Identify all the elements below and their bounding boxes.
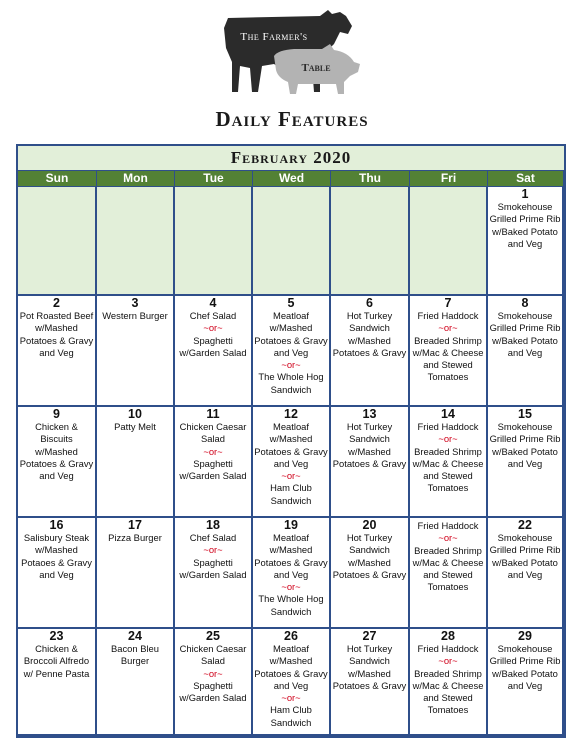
day-of-week-wed: Wed <box>253 171 330 186</box>
calendar-day-cell <box>331 518 408 627</box>
day-of-week-thu: Thu <box>331 171 409 186</box>
calendar-day-cell <box>97 296 173 405</box>
menu-item: Meatloaf w/Mashed Potatoes & Gravy and Veg <box>254 643 328 691</box>
day-of-week-mon: Mon <box>97 171 174 186</box>
or-separator: ~or~ <box>203 544 223 556</box>
or-separator: ~or~ <box>438 433 458 445</box>
day-number: 4 <box>209 296 217 310</box>
or-separator: ~or~ <box>281 692 301 704</box>
day-number: 20 <box>362 518 377 532</box>
day-number: 18 <box>206 518 220 532</box>
empty-day-cell <box>97 187 173 294</box>
menu-item: Chicken Caesar Salad <box>179 421 247 445</box>
day-number: 13 <box>362 407 377 421</box>
calendar-day-cell <box>175 407 251 516</box>
calendar-day-cell <box>331 296 408 405</box>
menu-item: Fried Haddock <box>417 310 479 321</box>
calendar-day-cell <box>18 407 95 516</box>
calendar-day-cell <box>97 407 173 516</box>
day-number: 19 <box>284 518 298 532</box>
calendar-day-cell <box>488 629 562 734</box>
calendar-day-cell <box>410 518 486 627</box>
menu-item: Chicken & Biscuits w/Mashed Potatoes & Gravy and Veg <box>19 421 94 482</box>
calendar-day-cell <box>18 296 95 405</box>
menu-item: Breaded Shrimp w/Mac & Cheese and Stewed Tomatoes <box>412 544 484 593</box>
calendar-day-cell <box>253 407 329 516</box>
menu-item: The Whole Hog Sandwich <box>258 371 324 395</box>
day-number: 15 <box>518 407 532 421</box>
day-number: 9 <box>53 407 60 421</box>
menu-item: Meatloaf w/Mashed Potatoes & Gravy and Veg <box>254 421 328 469</box>
day-number: 23 <box>49 629 64 643</box>
menu-item: Smokehouse Grilled Prime Rib w/Baked Potato and Veg <box>489 643 561 691</box>
day-number: 12 <box>284 407 298 421</box>
calendar-day-cell <box>331 407 408 516</box>
calendar-day-cell <box>253 296 329 405</box>
menu-item: Meatloaf w/Mashed Potatoes & Gravy and Veg <box>254 310 328 358</box>
menu-item: Chicken Caesar Salad <box>179 643 247 667</box>
day-number: 6 <box>366 296 373 310</box>
day-number: 17 <box>128 518 142 532</box>
calendar-day-cell <box>18 518 95 627</box>
empty-day-cell <box>331 187 408 294</box>
menu-item: Western Burger <box>102 310 168 321</box>
day-number: 2 <box>53 296 60 310</box>
menu-item: Ham Club Sandwich <box>270 704 312 728</box>
calendar-day-cell <box>488 407 562 516</box>
logo-line1: The Farmer's <box>240 31 308 43</box>
menu-item: Smokehouse Grilled Prime Rib w/Baked Potato and Veg <box>489 421 561 469</box>
day-number: 29 <box>518 629 532 643</box>
calendar-day-cell <box>410 296 486 405</box>
menu-item: Pizza Burger <box>108 532 162 543</box>
calendar-day-cell <box>253 629 329 734</box>
or-separator: ~or~ <box>438 532 458 544</box>
calendar-day-cell <box>488 187 562 294</box>
menu-item: Meatloaf w/Mashed Potatoes & Gravy and Veg <box>254 532 328 580</box>
day-of-week-fri: Fri <box>410 171 487 186</box>
menu-item: Fried Haddock <box>417 421 479 432</box>
day-number: 5 <box>287 296 295 310</box>
day-number: 28 <box>441 629 455 643</box>
menu-item: Chicken & Broccoli Alfredo w/ Penne Pasta <box>23 643 90 679</box>
menu-item: Bacon Bleu Burger <box>111 643 159 667</box>
menu-item: Spaghetti w/Garden Salad <box>179 457 247 482</box>
menu-item: The Whole Hog Sandwich <box>258 593 324 617</box>
menu-item: Spaghetti w/Garden Salad <box>179 679 247 704</box>
calendar-day-cell <box>97 629 173 734</box>
or-separator: ~or~ <box>281 581 301 593</box>
or-separator: ~or~ <box>438 322 458 334</box>
calendar-day-cell <box>253 518 329 627</box>
calendar-day-cell <box>410 407 486 516</box>
day-number: 3 <box>131 296 139 310</box>
day-number: 26 <box>284 629 298 643</box>
menu-item: Fried Haddock <box>417 643 479 654</box>
empty-day-cell <box>175 187 251 294</box>
day-number: 10 <box>128 407 142 421</box>
menu-item: Breaded Shrimp w/Mac & Cheese and Stewed Tomatoes <box>412 445 484 494</box>
menu-item: Smokehouse Grilled Prime Rib w/Baked Potato and Veg <box>489 201 561 249</box>
day-of-week-tue: Tue <box>175 171 252 186</box>
day-number: 1 <box>521 187 529 201</box>
farmers-table-logo <box>222 4 362 100</box>
menu-item: Hot Turkey Sandwich w/Mashed Potatoes & Gravy <box>332 643 407 691</box>
or-separator: ~or~ <box>203 445 223 457</box>
menu-item: Patty Melt <box>114 421 156 432</box>
day-number: 16 <box>49 518 64 532</box>
menu-item: Ham Club Sandwich <box>270 482 312 506</box>
day-of-week-sat: Sat <box>488 171 563 186</box>
menu-item: Breaded Shrimp w/Mac & Cheese and Stewed Tomatoes <box>412 667 484 716</box>
menu-item: Chef Salad <box>189 310 237 321</box>
menu-item: Hot Turkey Sandwich w/Mashed Potatoes & Gravy <box>332 310 407 358</box>
page-title: Daily Features <box>215 107 369 131</box>
calendar-day-cell <box>175 518 251 627</box>
calendar-day-cell <box>175 296 251 405</box>
menu-item: Salisbury Steak w/Mashed Potaoes & Gravy and Veg <box>21 532 92 580</box>
month-header: February 2020 <box>18 146 564 170</box>
or-separator: ~or~ <box>281 470 301 482</box>
or-separator: ~or~ <box>438 655 458 667</box>
day-number: 22 <box>518 518 532 532</box>
calendar-day-cell <box>488 518 562 627</box>
day-number: 11 <box>206 407 220 421</box>
menu-item: Hot Turkey Sandwich w/Mashed Potatoes & Gravy <box>332 532 407 580</box>
day-number: 8 <box>521 296 529 310</box>
calendar-day-cell <box>488 296 562 405</box>
menu-item: Spaghetti w/Garden Salad <box>179 556 247 580</box>
empty-day-cell <box>18 187 95 294</box>
menu-item: Chef Salad <box>189 532 237 543</box>
menu-item: Smokehouse Grilled Prime Rib w/Baked Potato and Veg <box>489 532 561 580</box>
calendar <box>16 144 566 738</box>
day-number: 27 <box>362 629 377 643</box>
day-number: 14 <box>441 407 455 421</box>
empty-day-cell <box>253 187 329 294</box>
day-number: 24 <box>128 629 142 643</box>
calendar-day-cell <box>175 629 251 734</box>
menu-item: Fried Haddock <box>417 520 479 531</box>
calendar-day-cell <box>410 629 486 734</box>
or-separator: ~or~ <box>203 667 223 679</box>
logo-line2: Table <box>301 62 331 74</box>
menu-item: Spaghetti w/Garden Salad <box>179 334 247 358</box>
or-separator: ~or~ <box>281 359 301 371</box>
menu-item: Hot Turkey Sandwich w/Mashed Potatoes & Gravy <box>332 421 407 469</box>
menu-item: Smokehouse Grilled Prime Rib w/Baked Potato and Veg <box>489 310 561 358</box>
day-of-week-sun: Sun <box>18 171 96 186</box>
or-separator: ~or~ <box>203 322 223 334</box>
calendar-day-cell <box>97 518 173 627</box>
empty-day-cell <box>410 187 486 294</box>
menu-item: Pot Roasted Beef w/Mashed Potatoes & Gravy and Veg <box>19 310 94 358</box>
day-number: 25 <box>206 629 220 643</box>
day-number: 7 <box>444 296 452 310</box>
calendar-day-cell <box>18 629 95 734</box>
calendar-day-cell <box>331 629 408 734</box>
menu-item: Breaded Shrimp w/Mac & Cheese and Stewed Tomatoes <box>412 334 484 383</box>
